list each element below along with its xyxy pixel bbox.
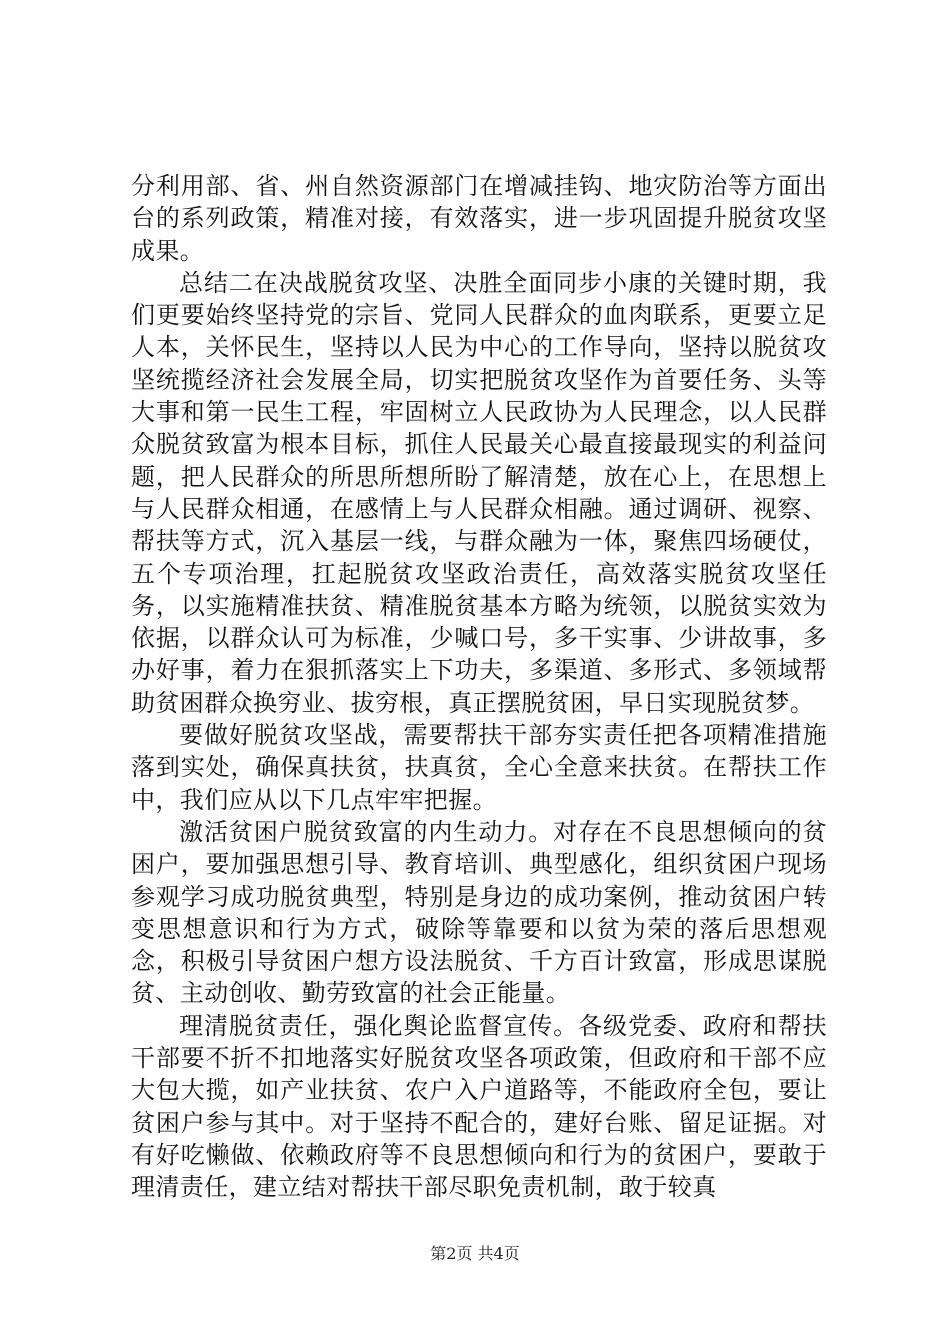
paragraph-1: 分利用部、省、州自然资源部门在增减挂钩、地灾防治等方面出台的系列政策，精准对接，有效落实，进一步巩固提升脱贫攻坚成果。 <box>131 172 827 265</box>
document-body <box>131 170 827 1204</box>
paragraph-4: 激活贫困户脱贫致富的内生动力。对存在不良思想倾向的贫困户，要加强思想引导、教育培训、典型感化，组织贫困户现场参观学习成功脱贫典型，特别是身边的成功案例，推动贫困户转变思想意识和行为方式，破除等靠要和以贫为荣的落后思想观念，积极引导贫困户想方设法脱贫、千方百计致富，形成思谋脱贫、主动创收、勤劳致富的社会正能量。 <box>131 817 827 1008</box>
paragraph-5: 理清脱贫责任，强化舆论监督宣传。各级党委、政府和帮扶干部要不折不扣地落实好脱贫攻坚各项政策，但政府和干部不应大包大揽，如产业扶贫、农户入户道路等，不能政府全包，要让贫困户参与其中。对于坚持不配合的，建好台账、留足证据。对有好吃懒做、依赖政府等不良思想倾向和行为的贫困户，要敢于理清责任，建立结对帮扶干部尽职免责机制，敢于较真 <box>131 1011 827 1202</box>
paragraph-2: 总结二在决战脱贫攻坚、决胜全面同步小康的关键时期，我们更要始终坚持党的宗旨、党同人民群众的血肉联系，更要立足人本，关怀民生，坚持以人民为中心的工作导向，坚持以脱贫攻坚统揽经济社会发展全局，切实把脱贫攻坚作为首要任务、头等大事和第一民生工程，牢固树立人民政协为人民理念，以人民群众脱贫致富为根本目标，抓住人民最关心最直接最现实的利益问题，把人民群众的所思所想所盼了解清楚，放在心上，在思想上与人民群众相通，在感情上与人民群众相融。通过调研、视察、帮扶等方式，沉入基层一线，与群众融为一体，聚焦四场硬仗，五个专项治理，扛起脱贫攻坚政治责任，高效落实脱贫攻坚任务，以实施精准扶贫、精准脱贫基本方略为统领，以脱贫实效为依据，以群众认可为标准，少喊口号，多干实事、少讲故事，多办好事，着力在狠抓落实上下功夫，多渠道、多形式、多领域帮助贫困群众换穷业、拔穷根，真正摆脱贫困，早日实现脱贫梦。 <box>131 268 827 717</box>
page-number-footer: 第2页 共4页 <box>430 1244 520 1263</box>
paragraph-3: 要做好脱贫攻坚战，需要帮扶干部夯实责任把各项精准措施落到实处，确保真扶贫，扶真贫，全心全意来扶贫。在帮扶工作中，我们应从以下几点牢牢把握。 <box>131 721 827 814</box>
